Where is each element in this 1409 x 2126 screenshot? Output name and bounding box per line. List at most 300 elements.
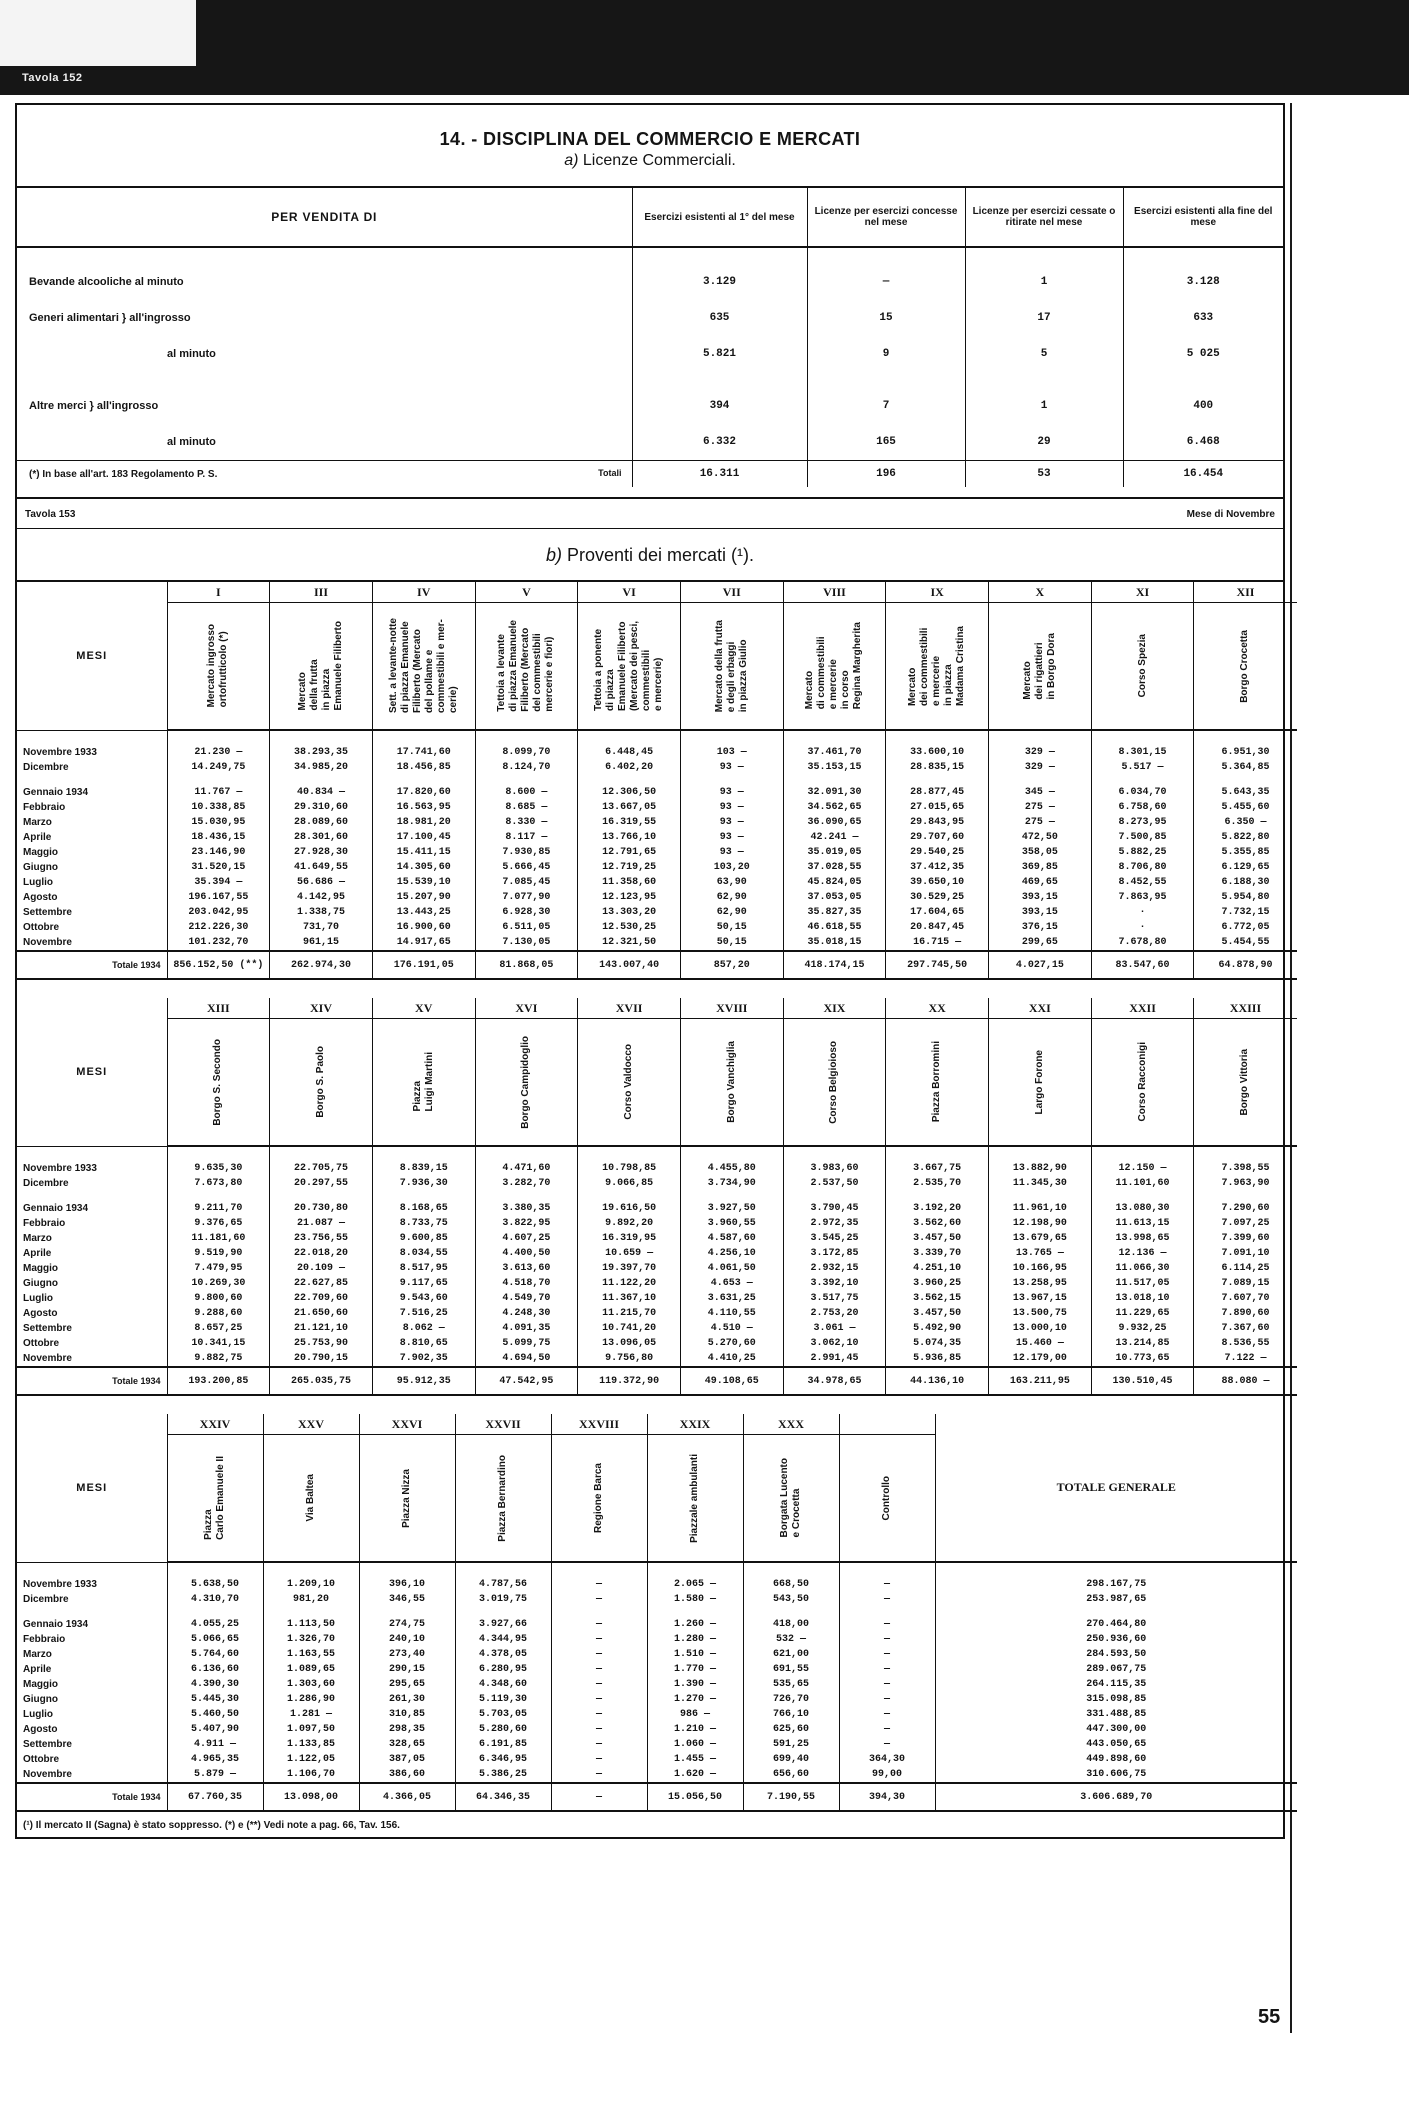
- market-name-header: [270, 603, 373, 731]
- value-cell: 8.839,15: [372, 1146, 475, 1176]
- page-sheet: [15, 103, 1285, 1839]
- value-cell: 20.847,45: [886, 920, 989, 935]
- value-cell: 7.863,95: [1091, 890, 1194, 905]
- value-cell: 4.055,25: [167, 1617, 263, 1632]
- month-row: [17, 1306, 1297, 1321]
- value-cell: 10.341,15: [167, 1336, 270, 1351]
- market-name-header: [551, 1435, 647, 1563]
- value-cell: 15.539,10: [372, 875, 475, 890]
- month-gap-row: [17, 1607, 1297, 1617]
- value-cell: 18.981,20: [372, 815, 475, 830]
- market-name-wrap: [1092, 603, 1194, 729]
- value-cell: 7.673,80: [167, 1176, 270, 1191]
- value-cell: 40.834 —: [270, 785, 373, 800]
- value-cell: 13.998,65: [1091, 1231, 1194, 1246]
- value-cell: 535,65: [743, 1677, 839, 1692]
- value-cell: 7.902,35: [372, 1351, 475, 1367]
- value-cell: 9.066,85: [578, 1176, 681, 1191]
- value-cell: 310,85: [359, 1707, 455, 1722]
- market-name-header: [372, 1019, 475, 1147]
- gap-cell: [167, 1191, 270, 1201]
- value-cell: —: [551, 1722, 647, 1737]
- market-name-wrap: [886, 603, 988, 729]
- tavola-153-bar: [17, 497, 1283, 529]
- value-cell: 5.066,65: [167, 1632, 263, 1647]
- value-cell: —: [839, 1737, 935, 1752]
- value-cell: 13.765 —: [989, 1246, 1092, 1261]
- market-name: Mercato ingrosso ortofrutticolo (*): [206, 624, 230, 708]
- value-cell: 7.122 —: [1194, 1351, 1297, 1367]
- proventi-text: Proventi dei mercati (¹).: [566, 545, 755, 565]
- licenze-cell: 635: [632, 300, 807, 336]
- month-row: [17, 760, 1297, 775]
- value-cell: 15.207,90: [372, 890, 475, 905]
- value-cell: 4.348,60: [455, 1677, 551, 1692]
- gap-cell: [632, 372, 807, 388]
- value-cell: 7.130,05: [475, 935, 578, 951]
- market-number: XVI: [475, 998, 578, 1019]
- value-cell: 20.730,80: [270, 1201, 373, 1216]
- market-name-header: [167, 603, 270, 731]
- value-cell: 376,15: [989, 920, 1092, 935]
- month-row: [17, 815, 1297, 830]
- value-cell: —: [839, 1692, 935, 1707]
- value-cell: 5.638,50: [167, 1562, 263, 1592]
- value-cell: 4.091,35: [475, 1321, 578, 1336]
- market-number: IX: [886, 582, 989, 603]
- market-number: III: [270, 582, 373, 603]
- market-name-header: [743, 1435, 839, 1563]
- value-cell: 34.562,65: [783, 800, 886, 815]
- value-cell: 18.436,15: [167, 830, 270, 845]
- month-label: Novembre 1933: [23, 1162, 97, 1174]
- month-row: [17, 800, 1297, 815]
- value-cell: 7.097,25: [1194, 1216, 1297, 1231]
- value-cell: 6.772,05: [1194, 920, 1297, 935]
- value-cell: 22.627,85: [270, 1276, 373, 1291]
- value-cell: 11.517,05: [1091, 1276, 1194, 1291]
- value-cell: 22.709,60: [270, 1291, 373, 1306]
- market-name-header: [989, 1019, 1092, 1147]
- value-cell: 1.280 —: [647, 1632, 743, 1647]
- value-cell: 1.163,55: [263, 1647, 359, 1662]
- value-cell: 2.537,50: [783, 1176, 886, 1191]
- value-cell: 6.280,95: [455, 1662, 551, 1677]
- market-name-wrap: [552, 1435, 647, 1561]
- value-cell: 1.281 —: [263, 1707, 359, 1722]
- value-cell: 3.927,66: [455, 1617, 551, 1632]
- market-name: Piazzale ambulanti: [689, 1453, 700, 1543]
- value-cell: 6.136,60: [167, 1662, 263, 1677]
- market-name: Borgo Campidoglio: [520, 1035, 532, 1129]
- month-row: [17, 1632, 1297, 1647]
- value-cell: 8.657,25: [167, 1321, 270, 1336]
- gap-cell: [743, 1607, 839, 1617]
- month-label: Febbraio: [23, 802, 66, 813]
- value-cell: 46.618,55: [783, 920, 886, 935]
- total-cell: 856.152,50 (**): [167, 951, 270, 979]
- value-cell: 9.288,60: [167, 1306, 270, 1321]
- value-cell: 1.338,75: [270, 905, 373, 920]
- licenze-cell: 7: [807, 388, 965, 424]
- value-cell: 10.338,85: [167, 800, 270, 815]
- market-name: Borgo Vittoria: [1239, 1048, 1251, 1116]
- total-cell: 193.200,85: [167, 1367, 270, 1395]
- licenze-total-cell: 196: [807, 461, 965, 488]
- value-cell: 1.620 —: [647, 1767, 743, 1783]
- market-name-wrap: [476, 1019, 578, 1145]
- value-cell: 50,15: [680, 920, 783, 935]
- scan-paper-corner: [0, 0, 196, 66]
- value-cell: 39.650,10: [886, 875, 989, 890]
- value-cell: 11.215,70: [578, 1306, 681, 1321]
- value-cell: 42.241 —: [783, 830, 886, 845]
- value-cell: 4.248,30: [475, 1306, 578, 1321]
- total-cell: 4.366,05: [359, 1783, 455, 1811]
- value-cell: 13.679,65: [989, 1231, 1092, 1246]
- value-cell: 93 —: [680, 800, 783, 815]
- value-cell: 6.511,05: [475, 920, 578, 935]
- value-cell: 358,05: [989, 845, 1092, 860]
- value-cell: 21.087 —: [270, 1216, 373, 1231]
- total-cell: 130.510,45: [1091, 1367, 1194, 1395]
- market-name-wrap: [784, 603, 886, 729]
- page-title: 14. - DISCIPLINA DEL COMMERCIO E MERCATI: [439, 129, 861, 149]
- value-cell: 21.121,10: [270, 1321, 373, 1336]
- value-cell: 2.535,70: [886, 1176, 989, 1191]
- value-cell: 1.089,65: [263, 1662, 359, 1677]
- market-name: Mercato della frutta in piazza Emanuele Filiberto: [297, 621, 345, 711]
- value-cell: 4.694,50: [475, 1351, 578, 1367]
- value-cell: 1.133,85: [263, 1737, 359, 1752]
- value-cell: 11.345,30: [989, 1176, 1092, 1191]
- value-cell: 4.310,70: [167, 1592, 263, 1607]
- value-cell: 34.985,20: [270, 760, 373, 775]
- gap-cell: [372, 1191, 475, 1201]
- month-label: Gennaio 1934: [23, 1619, 89, 1630]
- total-cell: 81.868,05: [475, 951, 578, 979]
- month-label: Dicembre: [23, 1178, 69, 1189]
- market-name-wrap: [360, 1435, 455, 1561]
- value-cell: 9.211,70: [167, 1201, 270, 1216]
- market-name-wrap: [1194, 603, 1296, 729]
- market-name-wrap: [168, 1435, 263, 1561]
- month-row: [17, 1737, 1297, 1752]
- market-name-header: [167, 1019, 270, 1147]
- value-cell: 4.251,10: [886, 1261, 989, 1276]
- value-cell: 6.402,20: [578, 760, 681, 775]
- total-cell: 13.098,00: [263, 1783, 359, 1811]
- value-cell: 7.479,95: [167, 1261, 270, 1276]
- value-cell: 5.280,60: [455, 1722, 551, 1737]
- total-cell: 3.606.689,70: [935, 1783, 1297, 1811]
- value-cell: 9.932,25: [1091, 1321, 1194, 1336]
- value-cell: 103,20: [680, 860, 783, 875]
- gap-cell: [270, 775, 373, 785]
- market-name-header: [1091, 603, 1194, 731]
- value-cell: 19.616,50: [578, 1201, 681, 1216]
- value-cell: 13.766,10: [578, 830, 681, 845]
- value-cell: 9.800,60: [167, 1291, 270, 1306]
- value-cell: 4.549,70: [475, 1291, 578, 1306]
- value-cell: 4.510 —: [680, 1321, 783, 1336]
- value-cell: 13.018,10: [1091, 1291, 1194, 1306]
- value-cell: 8.301,15: [1091, 730, 1194, 760]
- gap-cell: [647, 1607, 743, 1617]
- gap-cell: [455, 1607, 551, 1617]
- market-number: X: [989, 582, 1092, 603]
- gap-cell: [475, 775, 578, 785]
- gap-cell: [17, 372, 632, 388]
- value-cell: —: [551, 1767, 647, 1783]
- value-cell: 329 —: [989, 760, 1092, 775]
- month-label: Ottobre: [23, 1338, 60, 1349]
- tavola-153-label: Tavola 153: [25, 509, 76, 520]
- value-cell: 447.300,00: [935, 1722, 1297, 1737]
- month-row: [17, 1201, 1297, 1216]
- value-cell: 23.146,90: [167, 845, 270, 860]
- value-cell: 621,00: [743, 1647, 839, 1662]
- value-cell: 3.282,70: [475, 1176, 578, 1191]
- market-number: XX: [886, 998, 989, 1019]
- value-cell: —: [551, 1562, 647, 1592]
- total-cell: 265.035,75: [270, 1367, 373, 1395]
- value-cell: 8.273,95: [1091, 815, 1194, 830]
- value-cell: —: [551, 1592, 647, 1607]
- value-cell: 9.519,90: [167, 1246, 270, 1261]
- value-cell: 8.124,70: [475, 760, 578, 775]
- licenze-cell: 15: [807, 300, 965, 336]
- value-cell: ·: [1091, 920, 1194, 935]
- market-number: XXIV: [167, 1414, 263, 1435]
- value-cell: 37.053,05: [783, 890, 886, 905]
- value-cell: 543,50: [743, 1592, 839, 1607]
- market-name: Borgo S. Secondo: [212, 1038, 224, 1126]
- value-cell: 12.136 —: [1091, 1246, 1194, 1261]
- market-name: Piazza Borromini: [931, 1041, 943, 1123]
- total-cell: 49.108,65: [680, 1367, 783, 1395]
- total-cell: 67.760,35: [167, 1783, 263, 1811]
- month-label: Maggio: [23, 1263, 58, 1274]
- value-cell: 30.529,25: [886, 890, 989, 905]
- value-cell: 3.983,60: [783, 1146, 886, 1176]
- value-cell: ·: [1091, 905, 1194, 920]
- value-cell: —: [839, 1707, 935, 1722]
- value-cell: 11.181,60: [167, 1231, 270, 1246]
- value-cell: 5.666,45: [475, 860, 578, 875]
- market-name-header: [647, 1435, 743, 1563]
- value-cell: 3.380,35: [475, 1201, 578, 1216]
- value-cell: 2.753,20: [783, 1306, 886, 1321]
- month-label: Marzo: [23, 817, 52, 828]
- value-cell: 4.400,50: [475, 1246, 578, 1261]
- mercati-block-1: [17, 582, 1297, 980]
- value-cell: 7.290,60: [1194, 1201, 1297, 1216]
- gap-cell: [783, 1191, 886, 1201]
- value-cell: 1.209,10: [263, 1562, 359, 1592]
- value-cell: 7.085,45: [475, 875, 578, 890]
- value-cell: 7.367,60: [1194, 1321, 1297, 1336]
- value-cell: 8.452,55: [1091, 875, 1194, 890]
- value-cell: 3.734,90: [680, 1176, 783, 1191]
- market-number: XXIII: [1194, 998, 1297, 1019]
- value-cell: 19.397,70: [578, 1261, 681, 1276]
- value-cell: 4.378,05: [455, 1647, 551, 1662]
- value-cell: 27.928,30: [270, 845, 373, 860]
- market-number: VIII: [783, 582, 886, 603]
- value-cell: 9.635,30: [167, 1146, 270, 1176]
- licenze-total-cell: 16.311: [632, 461, 807, 488]
- licenze-cell: 1: [965, 388, 1123, 424]
- value-cell: 31.520,15: [167, 860, 270, 875]
- licenze-cell: 6.332: [632, 424, 807, 461]
- market-name-header: [359, 1435, 455, 1563]
- value-cell: 7.398,55: [1194, 1146, 1297, 1176]
- gap-cell: [167, 775, 270, 785]
- value-cell: 261,30: [359, 1692, 455, 1707]
- value-cell: 7.963,90: [1194, 1176, 1297, 1191]
- month-row: [17, 935, 1297, 951]
- value-cell: 22.018,20: [270, 1246, 373, 1261]
- licenze-total-cell: 53: [965, 461, 1123, 488]
- value-cell: 9.600,85: [372, 1231, 475, 1246]
- value-cell: 315.098,85: [935, 1692, 1297, 1707]
- market-name-wrap: [270, 603, 372, 729]
- month-row: [17, 1336, 1297, 1351]
- licenze-head-label: PER VENDITA DI: [17, 187, 632, 247]
- value-cell: 656,60: [743, 1767, 839, 1783]
- value-cell: 295,65: [359, 1677, 455, 1692]
- value-cell: 9.756,80: [578, 1351, 681, 1367]
- value-cell: 4.110,55: [680, 1306, 783, 1321]
- value-cell: 14.249,75: [167, 760, 270, 775]
- market-name-header: [270, 1019, 373, 1147]
- month-row: [17, 1146, 1297, 1176]
- licenze-note: (*) In base all'art. 183 Regolamento P. S.: [29, 469, 218, 480]
- market-name-header: [886, 1019, 989, 1147]
- licenze-cell: 1: [965, 264, 1123, 300]
- value-cell: 3.517,75: [783, 1291, 886, 1306]
- licenze-table: [17, 186, 1283, 487]
- value-cell: 12.123,95: [578, 890, 681, 905]
- block-gap: [17, 1396, 1283, 1414]
- licenze-cell: 29: [965, 424, 1123, 461]
- gap-cell: [167, 1607, 263, 1617]
- value-cell: 16.563,95: [372, 800, 475, 815]
- total-cell: 4.027,15: [989, 951, 1092, 979]
- value-cell: 7.399,60: [1194, 1231, 1297, 1246]
- value-cell: 13.096,05: [578, 1336, 681, 1351]
- value-cell: 14.917,65: [372, 935, 475, 951]
- gap-cell: [680, 775, 783, 785]
- market-name-header: [839, 1435, 935, 1563]
- value-cell: 93 —: [680, 830, 783, 845]
- value-cell: 4.518,70: [475, 1276, 578, 1291]
- month-label: Maggio: [23, 1679, 58, 1690]
- value-cell: 20.790,15: [270, 1351, 373, 1367]
- value-cell: 7.091,10: [1194, 1246, 1297, 1261]
- month-label: Luglio: [23, 877, 53, 888]
- value-cell: 5.364,85: [1194, 760, 1297, 775]
- value-cell: 1.326,70: [263, 1632, 359, 1647]
- total-row: [17, 951, 1297, 979]
- value-cell: 35.153,15: [783, 760, 886, 775]
- value-cell: 8.810,65: [372, 1336, 475, 1351]
- market-name-wrap: [989, 1019, 1091, 1145]
- value-cell: 4.142,95: [270, 890, 373, 905]
- total-cell: 262.974,30: [270, 951, 373, 979]
- value-cell: 668,50: [743, 1562, 839, 1592]
- value-cell: 13.214,85: [1091, 1336, 1194, 1351]
- value-cell: 5.703,05: [455, 1707, 551, 1722]
- value-cell: 1.260 —: [647, 1617, 743, 1632]
- value-cell: 101.232,70: [167, 935, 270, 951]
- value-cell: 731,70: [270, 920, 373, 935]
- total-row: [17, 1783, 1297, 1811]
- total-cell: 176.191,05: [372, 951, 475, 979]
- month-label: Novembre: [23, 937, 72, 948]
- value-cell: 5.454,55: [1194, 935, 1297, 951]
- month-label: Aprile: [23, 832, 52, 843]
- value-cell: 10.741,20: [578, 1321, 681, 1336]
- value-cell: 8.600 —: [475, 785, 578, 800]
- value-cell: 1.060 —: [647, 1737, 743, 1752]
- value-cell: 1.286,90: [263, 1692, 359, 1707]
- value-cell: 8.062 —: [372, 1321, 475, 1336]
- market-name: Tettoia a ponente di piazza Emanuele Filiberto (Mercato dei pesci, commestibili e mercerie): [593, 620, 665, 712]
- value-cell: 2.991,45: [783, 1351, 886, 1367]
- value-cell: 6.448,45: [578, 730, 681, 760]
- value-cell: 386,60: [359, 1767, 455, 1783]
- value-cell: 3.960,25: [886, 1276, 989, 1291]
- value-cell: 5.099,75: [475, 1336, 578, 1351]
- value-cell: 1.510 —: [647, 1647, 743, 1662]
- month-label: Giugno: [23, 1278, 58, 1289]
- value-cell: 13.303,20: [578, 905, 681, 920]
- value-cell: 28.089,60: [270, 815, 373, 830]
- value-cell: 11.767 —: [167, 785, 270, 800]
- market-name-wrap: [373, 603, 475, 729]
- value-cell: 1.106,70: [263, 1767, 359, 1783]
- value-cell: 18.456,85: [372, 760, 475, 775]
- value-cell: 7.516,25: [372, 1306, 475, 1321]
- market-name: Borgata Lucento e Crocetta: [779, 1458, 802, 1538]
- market-name: Via Baltea: [305, 1474, 316, 1522]
- market-number: XXIX: [647, 1414, 743, 1435]
- licenze-total-cell: 16.454: [1123, 461, 1283, 488]
- licenze-cell: 165: [807, 424, 965, 461]
- value-cell: 275 —: [989, 815, 1092, 830]
- value-cell: 13.500,75: [989, 1306, 1092, 1321]
- month-label: Luglio: [23, 1293, 53, 1304]
- value-cell: 29.843,95: [886, 815, 989, 830]
- value-cell: 37.412,35: [886, 860, 989, 875]
- value-cell: 41.649,55: [270, 860, 373, 875]
- value-cell: 4.410,25: [680, 1351, 783, 1367]
- market-name: Piazza Luigi Martini: [411, 1052, 435, 1112]
- value-cell: 3.061 —: [783, 1321, 886, 1336]
- total-cell: 83.547,60: [1091, 951, 1194, 979]
- total-label: Totale 1934: [17, 1783, 167, 1811]
- market-number: I: [167, 582, 270, 603]
- market-name-wrap: [681, 603, 783, 729]
- total-cell: 64.878,90: [1194, 951, 1297, 979]
- value-cell: 8.330 —: [475, 815, 578, 830]
- market-name-header: [475, 1019, 578, 1147]
- value-cell: 6.129,65: [1194, 860, 1297, 875]
- value-cell: 16.715 —: [886, 935, 989, 951]
- value-cell: 99,00: [839, 1767, 935, 1783]
